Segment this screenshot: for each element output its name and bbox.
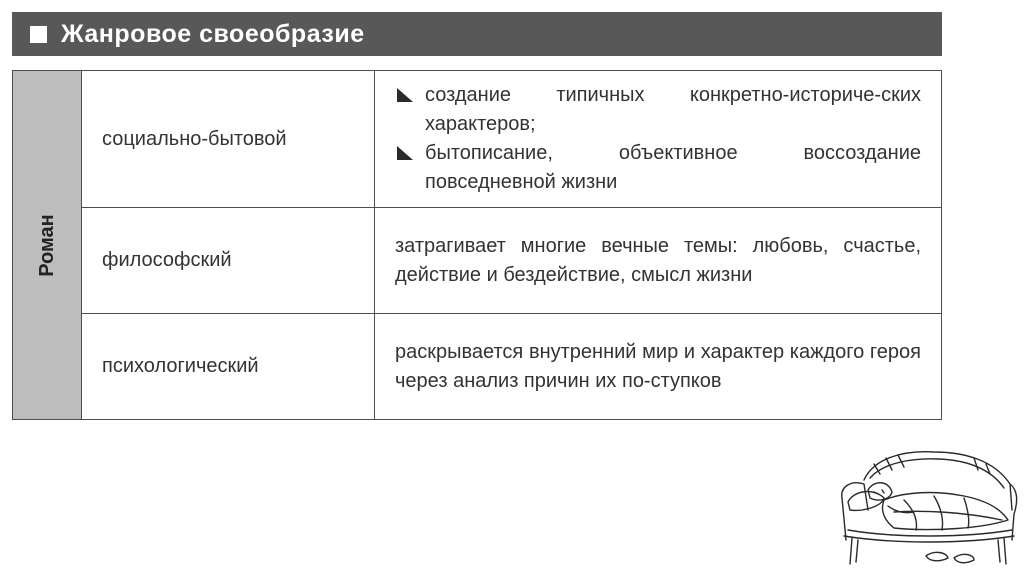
bullet-item — [395, 139, 921, 197]
section-title: Жанровое своеобразие — [61, 19, 365, 48]
group-cell — [13, 71, 82, 420]
genre-table — [12, 70, 942, 420]
group-label: Роман — [35, 213, 58, 277]
genre-name: философский — [102, 249, 232, 271]
table-row — [13, 208, 942, 314]
square-marker-icon — [30, 26, 47, 43]
genre-description-cell — [375, 208, 942, 314]
man-lying-on-sofa-sketch — [834, 440, 1020, 570]
genre-name-cell — [82, 314, 375, 420]
bullet-text: создание типичных конкретно-историче-ских характеров; — [425, 84, 921, 135]
table-row — [13, 71, 942, 208]
genre-name-cell — [82, 208, 375, 314]
genre-description-cell — [375, 314, 942, 420]
bullet-text: бытописание, объективное воссоздание повседневной жизни — [425, 142, 921, 193]
genre-description-cell — [375, 71, 942, 208]
genre-name: психологический — [102, 355, 259, 377]
triangle-bullet-icon — [395, 81, 415, 110]
genre-name-cell — [82, 71, 375, 208]
genre-description: раскрывается внутренний мир и характер каждого героя через анализ причин их по-ступков — [395, 340, 921, 392]
genre-name: социально-бытовой — [102, 127, 287, 150]
table-row — [13, 314, 942, 420]
section-header — [12, 12, 942, 56]
genre-description: затрагивает многие вечные темы: любовь, счастье, действие и бездействие, смысл жизни — [395, 234, 921, 286]
triangle-bullet-icon — [395, 139, 415, 168]
bullet-item — [395, 81, 921, 139]
